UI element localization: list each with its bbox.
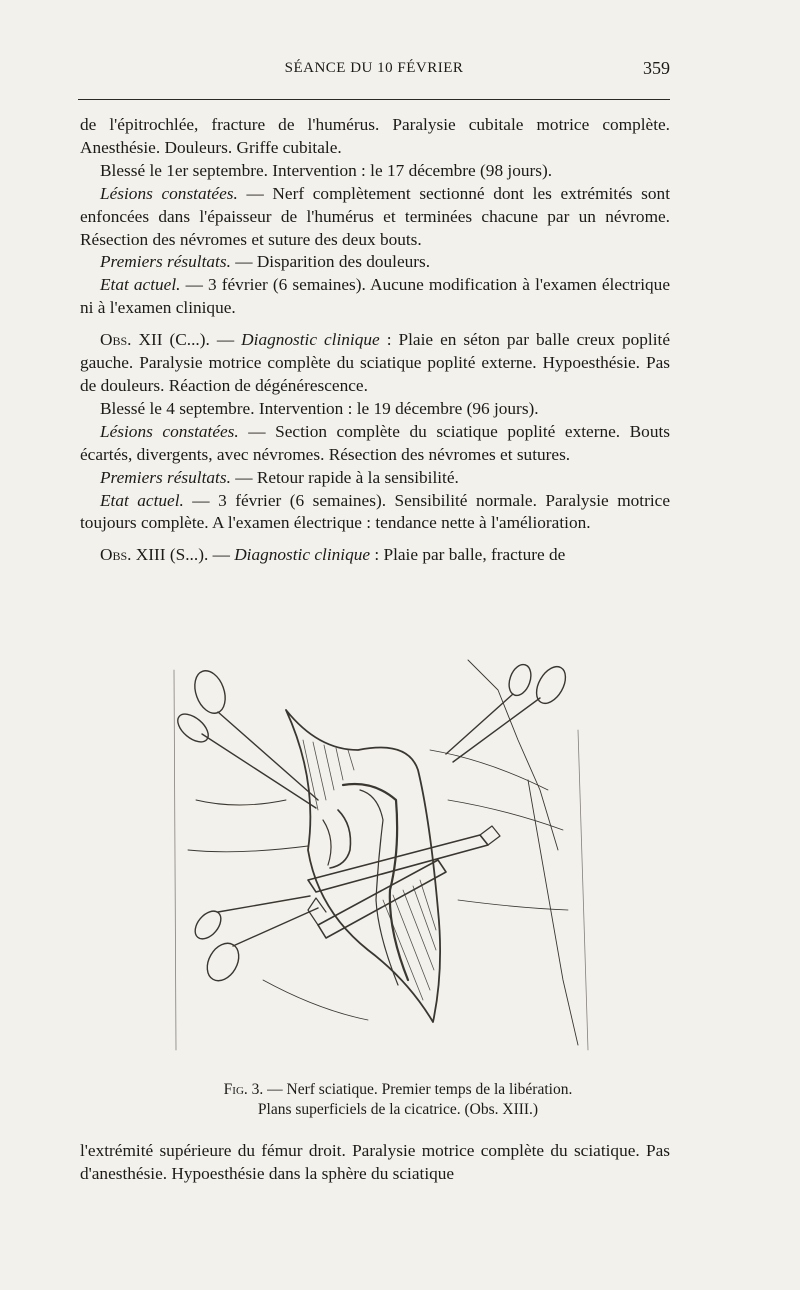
paragraph-text: : Plaie en séton par balle creux poplité gauche. Paralysie motrice complète du sciatique poplité externe. Hypoesthésie. Pas de douleurs. Réaction de dégénérescence. bbox=[80, 330, 670, 395]
paragraph bbox=[80, 544, 670, 567]
paragraph bbox=[80, 114, 670, 160]
observation-label: Obs. XIII (S...). bbox=[100, 545, 209, 565]
paragraph bbox=[80, 467, 670, 490]
dash: — bbox=[209, 330, 242, 350]
paragraph-text: — Nerf complètement sectionné dont les extrémités sont enfoncées dans l'épaisseur de l'humérus et terminées chacune par un névrome. Résection des névromes et suture des deux bouts. bbox=[80, 183, 670, 249]
running-header bbox=[78, 58, 670, 88]
paragraph-text: Blessé le 4 septembre. Intervention : le 19 décembre (96 jours). bbox=[100, 398, 539, 418]
section-label: Premiers résultats. bbox=[100, 467, 231, 487]
main-text bbox=[80, 114, 670, 567]
section-label: Lésions constatées. bbox=[100, 421, 239, 441]
paragraph-text: — Section complète du sciatique poplité externe. Bouts écartés, divergents, avec névromes. Résection des névromes et sutures. bbox=[80, 421, 670, 464]
paragraph-text: de l'épitrochlée, fracture de l'humérus. Paralysie cubitale motrice complète. Anesthésie. Douleurs. Griffe cubitale. bbox=[80, 115, 670, 157]
caption-line: Plans superficiels de la cicatrice. (Obs. XIII.) bbox=[257, 1101, 539, 1118]
section-label: Etat actuel. bbox=[100, 490, 184, 510]
caption-label: Fig. 3. bbox=[223, 1081, 264, 1098]
paragraph bbox=[80, 490, 670, 536]
continued-text: l'extrémité supérieure du fémur droit. Paralysie motrice complète du sciatique. Pas d'anesthésie. Hypoesthésie dans la sphère du sciatique bbox=[80, 1141, 670, 1183]
section-label: Etat actuel. bbox=[100, 275, 181, 295]
paragraph-text: — 3 février (6 semaines). Sensibilité normale. Paralysie motrice toujours complète. A l'examen électrique : tendance nette à l'amélioration. bbox=[80, 490, 670, 533]
paragraph bbox=[80, 251, 670, 274]
paragraph bbox=[80, 421, 670, 467]
section-label: Premiers résultats. bbox=[100, 252, 231, 272]
paragraph bbox=[80, 160, 670, 183]
running-title: SÉANCE DU 10 FÉVRIER bbox=[284, 60, 464, 76]
paragraph-text: Blessé le 1er septembre. Intervention : le 17 décembre (98 jours). bbox=[100, 160, 553, 180]
section-label: Lésions constatées. bbox=[100, 183, 238, 203]
paragraph bbox=[80, 329, 670, 398]
header-rule bbox=[78, 99, 670, 100]
paragraph-text: — 3 février (6 semaines). Aucune modification à l'examen électrique ni à l'examen clinique. bbox=[80, 275, 670, 318]
paragraph-text: — Disparition des douleurs. bbox=[230, 252, 431, 272]
surgical-illustration bbox=[168, 650, 594, 1072]
page-number: 359 bbox=[643, 58, 670, 78]
paragraph-text: — Retour rapide à la sensibilité. bbox=[230, 467, 459, 487]
caption-line bbox=[168, 1080, 628, 1100]
paragraph bbox=[80, 274, 670, 320]
section-label: Diagnostic clinique bbox=[241, 330, 380, 350]
paragraph bbox=[80, 398, 670, 421]
caption-text: — Nerf sciatique. Premier temps de la libération. bbox=[263, 1081, 573, 1098]
section-label: Diagnostic clinique bbox=[234, 545, 371, 565]
observation-label: Obs. XII (C...). bbox=[100, 330, 210, 350]
paragraph-text: : Plaie par balle, fracture de bbox=[370, 545, 566, 565]
paragraph bbox=[80, 183, 670, 252]
figure-caption bbox=[168, 1080, 628, 1120]
dash: — bbox=[208, 545, 235, 565]
